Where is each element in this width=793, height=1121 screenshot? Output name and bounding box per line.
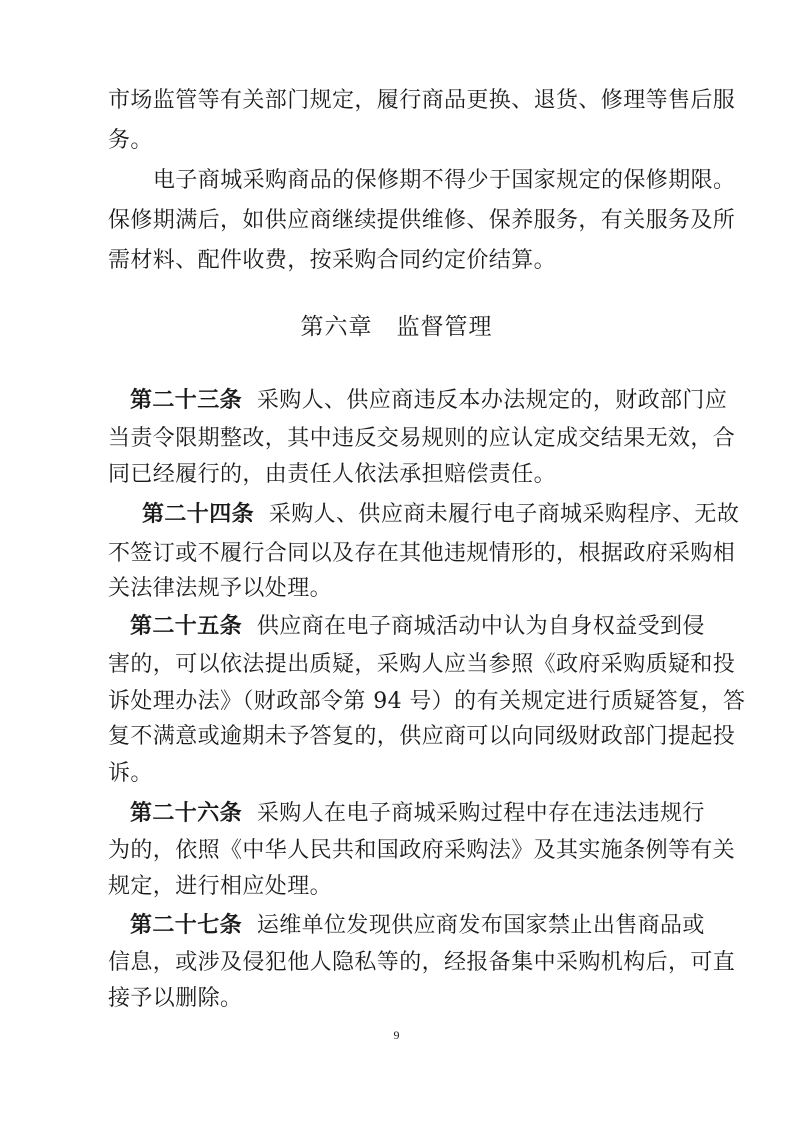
paragraph-line: 诉处理办法》（财政部令第 94 号）的有关规定进行质疑答复，答: [108, 689, 746, 714]
paragraph-line: 当责令限期整改，其中违反交易规则的应认定成交结果无效，合: [108, 426, 736, 451]
article-text: 运维单位发现供应商发布国家禁止出售商品或: [256, 913, 705, 938]
article-25-first-line: [130, 612, 705, 642]
paragraph-line: 保修期满后，如供应商继续提供维修、保养服务，有关服务及所: [108, 208, 736, 233]
paragraph-line: 信息，或涉及侵犯他人隐私等的，经报备集中采购机构后，可直: [108, 950, 736, 975]
paragraph-line: 同已经履行的，由责任人依法承担赔偿责任。: [108, 462, 557, 487]
article-label: 第二十四条: [142, 502, 255, 527]
article-text: 采购人在电子商城采购过程中存在违法违规行: [256, 801, 705, 826]
paragraph-line: 诉。: [108, 761, 153, 786]
paragraph-line: 规定，进行相应处理。: [108, 874, 333, 899]
paragraph-line: 不签订或不履行合同以及存在其他违规情形的，根据政府采购相: [108, 541, 736, 566]
paragraph-line: 接予以删除。: [108, 986, 243, 1011]
paragraph-line: 务。: [108, 128, 153, 153]
article-label: 第二十三条: [130, 388, 243, 413]
paragraph-line: 害的，可以依法提出质疑，采购人应当参照《政府采购质疑和投: [108, 652, 736, 677]
article-24-first-line: [142, 500, 739, 530]
paragraph-line: 复不满意或逾期未予答复的，供应商可以向同级财政部门提起投: [108, 724, 736, 749]
article-label: 第二十五条: [130, 614, 243, 639]
paragraph-line: 需材料、配件收费，按采购合同约定价结算。: [108, 248, 557, 273]
chapter-title: 第六章 监督管理: [300, 314, 493, 340]
article-text: 采购人、供应商未履行电子商城采购程序、无故: [268, 502, 740, 527]
paragraph-line: 电子商城采购商品的保修期不得少于国家规定的保修期限。: [153, 168, 736, 193]
article-23-first-line: [130, 386, 727, 416]
article-27-first-line: [130, 911, 705, 941]
paragraph-line: 关法律法规予以处理。: [108, 576, 333, 601]
article-text: 供应商在电子商城活动中认为自身权益受到侵: [256, 614, 705, 639]
article-label: 第二十六条: [130, 801, 243, 826]
page-number: 9: [393, 1028, 400, 1042]
paragraph-line: 为的，依照《中华人民共和国政府采购法》及其实施条例等有关: [108, 838, 736, 863]
article-text: 采购人、供应商违反本办法规定的，财政部门应: [256, 388, 728, 413]
article-label: 第二十七条: [130, 913, 243, 938]
paragraph-line: 市场监管等有关部门规定，履行商品更换、退货、修理等售后服: [108, 88, 736, 113]
article-26-first-line: [130, 799, 705, 829]
